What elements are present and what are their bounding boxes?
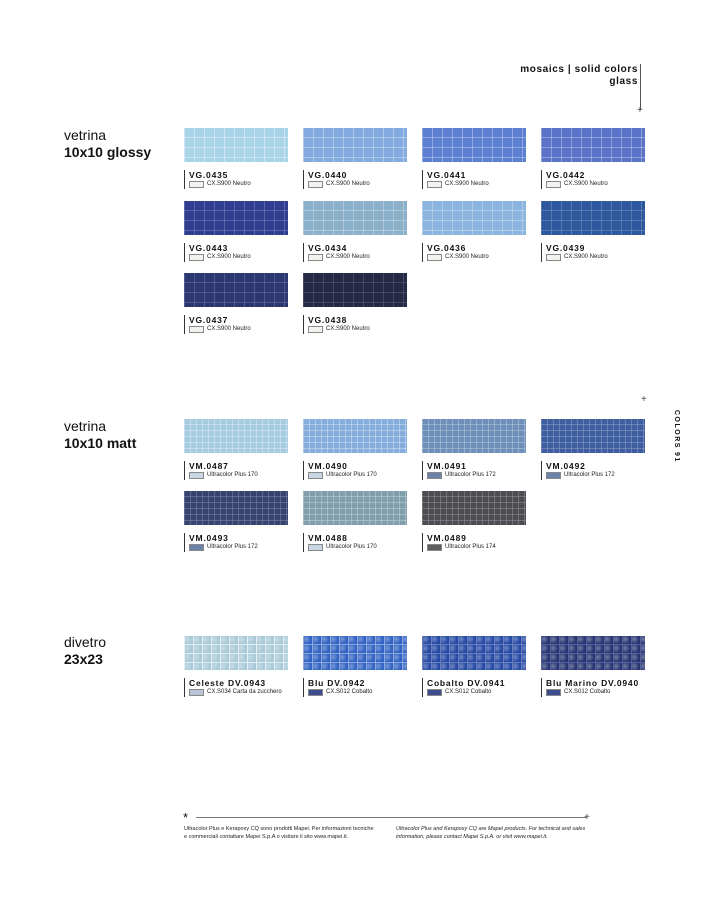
asterisk-icon: * xyxy=(183,810,189,825)
grout-name: CX.S900 Neutro xyxy=(207,181,251,187)
footer-note-italian xyxy=(184,825,384,841)
swatch-item xyxy=(422,128,526,189)
grout-color-chip xyxy=(427,181,442,188)
grout-label xyxy=(303,471,407,480)
grout-color-chip xyxy=(427,544,442,551)
side-label-text: COLORS xyxy=(673,410,680,449)
swatch-code: Blu DV.0942 xyxy=(303,678,407,688)
grout-color-chip xyxy=(308,326,323,333)
grout-color-chip xyxy=(189,181,204,188)
swatch-item xyxy=(422,201,526,262)
swatch-code: VG.0435 xyxy=(184,170,288,180)
grout-color-chip xyxy=(189,472,204,479)
mosaic-tile-swatch xyxy=(541,201,645,235)
mosaic-tile-swatch xyxy=(422,636,526,670)
grout-color-chip xyxy=(189,544,204,551)
mosaic-tile-swatch xyxy=(422,491,526,525)
swatch-code: VG.0443 xyxy=(184,243,288,253)
grout-label xyxy=(422,471,526,480)
page-number: 91 xyxy=(673,452,680,463)
swatch-item xyxy=(422,419,526,480)
footer-text: e commerciali contattare Mapei S.p.A o visitare il sito www.mapei.it. xyxy=(184,834,349,840)
mosaic-tile-swatch xyxy=(422,201,526,235)
swatch-code: VG.0440 xyxy=(303,170,407,180)
mosaic-tile-swatch xyxy=(303,128,407,162)
swatch-item xyxy=(303,636,407,697)
grout-label xyxy=(184,325,288,334)
swatch-item xyxy=(422,636,526,697)
grout-label xyxy=(184,688,288,697)
mosaic-tile-swatch xyxy=(541,128,645,162)
swatch-code: Celeste DV.0943 xyxy=(184,678,288,688)
section-title-line2: 10x10 glossy xyxy=(64,144,152,160)
grout-color-chip xyxy=(308,472,323,479)
grout-color-chip xyxy=(189,689,204,696)
swatch-code: VG.0441 xyxy=(422,170,526,180)
crosshair-icon: + xyxy=(584,812,590,823)
grout-name: CX.S034 Carta da zucchero xyxy=(207,689,282,695)
swatch-item xyxy=(541,201,645,262)
mosaic-tile-swatch xyxy=(303,419,407,453)
mosaic-tile-swatch xyxy=(184,128,288,162)
grout-name: CX.S900 Neutro xyxy=(564,254,608,260)
swatch-code: Blu Marino DV.0940 xyxy=(541,678,645,688)
grout-label xyxy=(303,325,407,334)
swatch-code: VM.0488 xyxy=(303,533,407,543)
grout-label xyxy=(541,688,645,697)
swatch-code: VG.0438 xyxy=(303,315,407,325)
grout-label xyxy=(541,471,645,480)
grout-name: Ultracolor Plus 170 xyxy=(326,472,377,478)
section-title-glossy xyxy=(64,127,151,161)
swatch-item xyxy=(184,273,288,334)
header-category: mosaics | solid colors xyxy=(520,64,638,75)
grout-name: CX.S012 Cobalto xyxy=(564,689,611,695)
mosaic-tile-swatch xyxy=(422,419,526,453)
footer-divider xyxy=(196,817,587,818)
section-title-line1: vetrina xyxy=(64,127,107,143)
swatch-item xyxy=(303,128,407,189)
grout-label xyxy=(422,180,526,189)
grout-label xyxy=(541,253,645,262)
swatch-code: VM.0489 xyxy=(422,533,526,543)
swatch-item xyxy=(541,636,645,697)
swatch-code: VG.0437 xyxy=(184,315,288,325)
grout-color-chip xyxy=(189,326,204,333)
grout-label xyxy=(541,180,645,189)
grout-label xyxy=(184,471,288,480)
grout-name: CX.S900 Neutro xyxy=(326,181,370,187)
grout-label xyxy=(303,688,407,697)
swatch-item xyxy=(422,491,526,552)
swatch-code: VM.0487 xyxy=(184,461,288,471)
mosaic-tile-swatch xyxy=(303,201,407,235)
grout-name: CX.S900 Neutro xyxy=(207,254,251,260)
header-subcategory: glass xyxy=(609,76,638,87)
mosaic-tile-swatch xyxy=(541,419,645,453)
mosaic-tile-swatch xyxy=(184,273,288,307)
grout-label xyxy=(422,688,526,697)
grout-name: CX.S900 Neutro xyxy=(445,181,489,187)
grout-name: Ultracolor Plus 172 xyxy=(207,544,258,550)
swatch-code: VM.0493 xyxy=(184,533,288,543)
grout-name: Ultracolor Plus 172 xyxy=(445,472,496,478)
grout-color-chip xyxy=(546,689,561,696)
section-title-line2: 23x23 xyxy=(64,651,103,667)
grout-name: CX.S900 Neutro xyxy=(564,181,608,187)
grout-name: Ultracolor Plus 174 xyxy=(445,544,496,550)
swatch-item xyxy=(184,636,288,697)
header-divider xyxy=(640,64,641,110)
grout-name: CX.S012 Cobalto xyxy=(326,689,373,695)
grout-color-chip xyxy=(308,689,323,696)
swatch-code: VG.0434 xyxy=(303,243,407,253)
grout-color-chip xyxy=(546,472,561,479)
swatch-code: VM.0490 xyxy=(303,461,407,471)
swatch-item xyxy=(184,491,288,552)
swatch-item xyxy=(303,419,407,480)
swatch-item xyxy=(303,273,407,334)
mosaic-tile-swatch xyxy=(184,636,288,670)
grout-color-chip xyxy=(308,544,323,551)
mosaic-tile-swatch xyxy=(184,491,288,525)
grout-label xyxy=(184,180,288,189)
mosaic-tile-swatch xyxy=(422,128,526,162)
grout-color-chip xyxy=(308,181,323,188)
swatch-item xyxy=(541,128,645,189)
grout-color-chip xyxy=(546,181,561,188)
grout-label xyxy=(184,253,288,262)
grout-label xyxy=(422,253,526,262)
swatch-code: VM.0491 xyxy=(422,461,526,471)
section-title-line1: vetrina xyxy=(64,418,107,434)
grout-label xyxy=(422,543,526,552)
grout-name: Ultracolor Plus 172 xyxy=(564,472,615,478)
swatch-item xyxy=(184,201,288,262)
crosshair-icon: + xyxy=(637,105,643,116)
section-title-matt xyxy=(64,418,136,452)
grout-color-chip xyxy=(427,254,442,261)
grout-label xyxy=(184,543,288,552)
grout-color-chip xyxy=(308,254,323,261)
mosaic-tile-swatch xyxy=(303,273,407,307)
swatch-item xyxy=(303,201,407,262)
grout-label xyxy=(303,543,407,552)
grout-name: CX.S900 Neutro xyxy=(445,254,489,260)
crosshair-icon: + xyxy=(641,394,647,405)
grout-color-chip xyxy=(189,254,204,261)
swatch-item xyxy=(541,419,645,480)
footer-note-english xyxy=(396,825,596,841)
section-title-divetro xyxy=(64,634,106,668)
grout-name: CX.S900 Neutro xyxy=(207,326,251,332)
swatch-item xyxy=(184,419,288,480)
swatch-item xyxy=(184,128,288,189)
swatch-code: VM.0492 xyxy=(541,461,645,471)
page-header xyxy=(520,64,638,88)
grout-name: Ultracolor Plus 170 xyxy=(207,472,258,478)
grout-name: Ultracolor Plus 170 xyxy=(326,544,377,550)
mosaic-tile-swatch xyxy=(303,491,407,525)
footer-text: information, please contact Mapei S.p.A. or visit www.mapei.it. xyxy=(396,834,548,840)
mosaic-tile-swatch xyxy=(184,419,288,453)
mosaic-tile-swatch xyxy=(541,636,645,670)
section-title-line2: 10x10 matt xyxy=(64,435,137,451)
grout-name: CX.S012 Cobalto xyxy=(445,689,492,695)
grout-label xyxy=(303,180,407,189)
mosaic-tile-swatch xyxy=(184,201,288,235)
side-label xyxy=(672,410,702,470)
swatch-item xyxy=(303,491,407,552)
grout-name: CX.S900 Neutro xyxy=(326,254,370,260)
swatch-code: VG.0439 xyxy=(541,243,645,253)
footer-text: Ultracolor Plus e Kerapoxy CQ sono prodotti Mapei. Per informazioni tecniche xyxy=(184,826,374,832)
swatch-code: VG.0442 xyxy=(541,170,645,180)
grout-label xyxy=(303,253,407,262)
section-title-line1: divetro xyxy=(64,634,107,650)
grout-name: CX.S900 Neutro xyxy=(326,326,370,332)
mosaic-tile-swatch xyxy=(303,636,407,670)
swatch-code: Cobalto DV.0941 xyxy=(422,678,526,688)
footer-text: Ultracolor Plus and Kerapoxy CQ are Mapei products. For technical and sales xyxy=(396,826,586,832)
grout-color-chip xyxy=(427,472,442,479)
grout-color-chip xyxy=(546,254,561,261)
grout-color-chip xyxy=(427,689,442,696)
swatch-code: VG.0436 xyxy=(422,243,526,253)
